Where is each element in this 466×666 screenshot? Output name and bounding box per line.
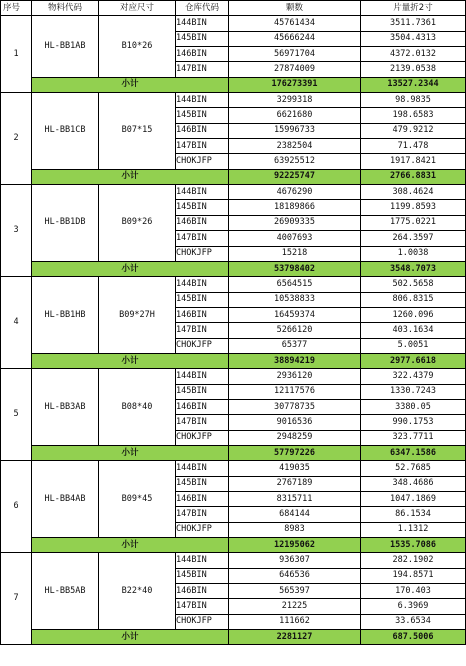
warehouse-cell: 145BIN bbox=[176, 568, 229, 583]
quantity-cell: 26909335 bbox=[229, 215, 361, 230]
size-cell: B22*40 bbox=[99, 553, 176, 630]
warehouse-cell: 146BIN bbox=[176, 492, 229, 507]
seq-cell: 2 bbox=[1, 93, 32, 185]
warehouse-cell: 145BIN bbox=[176, 31, 229, 46]
quantity-cell: 63925512 bbox=[229, 154, 361, 169]
quantity-cell: 27874009 bbox=[229, 62, 361, 77]
subtotal-wafer-count: 2977.6618 bbox=[361, 353, 466, 368]
subtotal-quantity: 12195062 bbox=[229, 538, 361, 553]
warehouse-cell: 145BIN bbox=[176, 108, 229, 123]
warehouse-cell: 144BIN bbox=[176, 185, 229, 200]
subtotal-row bbox=[1, 77, 466, 92]
header-quantity: 颗数 bbox=[229, 1, 361, 16]
subtotal-row bbox=[1, 353, 466, 368]
wafer-count-cell: 990.1753 bbox=[361, 415, 466, 430]
quantity-cell: 2936120 bbox=[229, 369, 361, 384]
quantity-cell: 21225 bbox=[229, 599, 361, 614]
table-row bbox=[1, 185, 466, 200]
material-code-cell: HL-BB1HB bbox=[32, 277, 99, 354]
subtotal-row bbox=[1, 630, 466, 645]
material-code-cell: HL-BB4AB bbox=[32, 461, 99, 538]
subtotal-quantity: 176273391 bbox=[229, 77, 361, 92]
quantity-cell: 9016536 bbox=[229, 415, 361, 430]
header-size: 对应尺寸 bbox=[99, 1, 176, 16]
wafer-count-cell: 3511.7361 bbox=[361, 16, 466, 31]
quantity-cell: 16459374 bbox=[229, 307, 361, 322]
quantity-cell: 45761434 bbox=[229, 16, 361, 31]
wafer-count-cell: 264.3597 bbox=[361, 231, 466, 246]
subtotal-wafer-count: 687.5006 bbox=[361, 630, 466, 645]
seq-cell: 6 bbox=[1, 461, 32, 553]
subtotal-label: 小计 bbox=[32, 261, 229, 276]
size-cell: B09*45 bbox=[99, 461, 176, 538]
wafer-count-cell: 479.9212 bbox=[361, 123, 466, 138]
quantity-cell: 646536 bbox=[229, 568, 361, 583]
wafer-count-cell: 1199.8593 bbox=[361, 200, 466, 215]
wafer-count-cell: 5.0051 bbox=[361, 338, 466, 353]
wafer-count-cell: 1.0038 bbox=[361, 246, 466, 261]
wafer-count-cell: 3380.05 bbox=[361, 399, 466, 414]
warehouse-cell: 146BIN bbox=[176, 307, 229, 322]
size-cell: B08*40 bbox=[99, 369, 176, 446]
material-code-cell: HL-BB5AB bbox=[32, 553, 99, 630]
table-row bbox=[1, 461, 466, 476]
warehouse-cell: 147BIN bbox=[176, 139, 229, 154]
quantity-cell: 15996733 bbox=[229, 123, 361, 138]
subtotal-wafer-count: 3548.7073 bbox=[361, 261, 466, 276]
warehouse-cell: 147BIN bbox=[176, 599, 229, 614]
quantity-cell: 2767189 bbox=[229, 476, 361, 491]
warehouse-cell: 144BIN bbox=[176, 553, 229, 568]
warehouse-cell: 147BIN bbox=[176, 231, 229, 246]
warehouse-cell: 145BIN bbox=[176, 292, 229, 307]
quantity-cell: 419035 bbox=[229, 461, 361, 476]
wafer-count-cell: 308.4624 bbox=[361, 185, 466, 200]
wafer-count-cell: 403.1634 bbox=[361, 323, 466, 338]
subtotal-row bbox=[1, 445, 466, 460]
seq-cell: 7 bbox=[1, 553, 32, 645]
quantity-cell: 45666244 bbox=[229, 31, 361, 46]
warehouse-cell: 147BIN bbox=[176, 323, 229, 338]
quantity-cell: 30778735 bbox=[229, 399, 361, 414]
seq-cell: 3 bbox=[1, 185, 32, 277]
header-warehouse-code: 仓库代码 bbox=[176, 1, 229, 16]
subtotal-quantity: 2281127 bbox=[229, 630, 361, 645]
warehouse-cell: CHOKJFP bbox=[176, 614, 229, 629]
wafer-count-cell: 502.5658 bbox=[361, 277, 466, 292]
warehouse-cell: 147BIN bbox=[176, 415, 229, 430]
wafer-count-cell: 322.4379 bbox=[361, 369, 466, 384]
warehouse-cell: CHOKJFP bbox=[176, 522, 229, 537]
header-wafer-count: 片量折2寸 bbox=[361, 1, 466, 16]
wafer-count-cell: 194.8571 bbox=[361, 568, 466, 583]
subtotal-label: 小计 bbox=[32, 77, 229, 92]
table-row bbox=[1, 277, 466, 292]
subtotal-quantity: 38894219 bbox=[229, 353, 361, 368]
warehouse-cell: 144BIN bbox=[176, 93, 229, 108]
warehouse-cell: 147BIN bbox=[176, 62, 229, 77]
subtotal-quantity: 57797226 bbox=[229, 445, 361, 460]
table-row bbox=[1, 369, 466, 384]
wafer-count-cell: 1260.096 bbox=[361, 307, 466, 322]
wafer-count-cell: 98.9835 bbox=[361, 93, 466, 108]
warehouse-cell: 145BIN bbox=[176, 384, 229, 399]
quantity-cell: 6621680 bbox=[229, 108, 361, 123]
quantity-cell: 5266120 bbox=[229, 323, 361, 338]
size-cell: B07*15 bbox=[99, 93, 176, 170]
wafer-count-cell: 1047.1869 bbox=[361, 492, 466, 507]
wafer-count-cell: 4372.0132 bbox=[361, 47, 466, 62]
quantity-cell: 12117576 bbox=[229, 384, 361, 399]
quantity-cell: 18189866 bbox=[229, 200, 361, 215]
quantity-cell: 565397 bbox=[229, 584, 361, 599]
material-code-cell: HL-BB1AB bbox=[32, 16, 99, 77]
warehouse-cell: 146BIN bbox=[176, 123, 229, 138]
quantity-cell: 111662 bbox=[229, 614, 361, 629]
warehouse-cell: 146BIN bbox=[176, 47, 229, 62]
warehouse-cell: 147BIN bbox=[176, 507, 229, 522]
quantity-cell: 4676290 bbox=[229, 185, 361, 200]
warehouse-cell: 146BIN bbox=[176, 215, 229, 230]
subtotal-label: 小计 bbox=[32, 630, 229, 645]
table-row bbox=[1, 553, 466, 568]
warehouse-cell: CHOKJFP bbox=[176, 246, 229, 261]
wafer-count-cell: 806.8315 bbox=[361, 292, 466, 307]
material-code-cell: HL-BB1CB bbox=[32, 93, 99, 170]
quantity-cell: 684144 bbox=[229, 507, 361, 522]
table-row bbox=[1, 93, 466, 108]
table-body bbox=[1, 16, 466, 645]
subtotal-quantity: 53798402 bbox=[229, 261, 361, 276]
subtotal-label: 小计 bbox=[32, 353, 229, 368]
header-row bbox=[1, 1, 466, 16]
subtotal-row bbox=[1, 169, 466, 184]
quantity-cell: 56971704 bbox=[229, 47, 361, 62]
wafer-count-cell: 323.7711 bbox=[361, 430, 466, 445]
header-seq: 序号 bbox=[1, 1, 32, 16]
warehouse-cell: 144BIN bbox=[176, 277, 229, 292]
wafer-count-cell: 3504.4313 bbox=[361, 31, 466, 46]
size-cell: B10*26 bbox=[99, 16, 176, 77]
wafer-count-cell: 86.1534 bbox=[361, 507, 466, 522]
quantity-cell: 10538833 bbox=[229, 292, 361, 307]
warehouse-cell: 146BIN bbox=[176, 399, 229, 414]
seq-cell: 5 bbox=[1, 369, 32, 461]
subtotal-quantity: 92225747 bbox=[229, 169, 361, 184]
subtotal-row bbox=[1, 261, 466, 276]
warehouse-cell: 145BIN bbox=[176, 200, 229, 215]
table-row bbox=[1, 16, 466, 31]
size-cell: B09*26 bbox=[99, 185, 176, 262]
quantity-cell: 2948259 bbox=[229, 430, 361, 445]
quantity-cell: 3299318 bbox=[229, 93, 361, 108]
warehouse-cell: 144BIN bbox=[176, 16, 229, 31]
warehouse-cell: CHOKJFP bbox=[176, 154, 229, 169]
wafer-count-cell: 282.1902 bbox=[361, 553, 466, 568]
warehouse-cell: CHOKJFP bbox=[176, 430, 229, 445]
quantity-cell: 15218 bbox=[229, 246, 361, 261]
seq-cell: 1 bbox=[1, 16, 32, 93]
warehouse-cell: 144BIN bbox=[176, 369, 229, 384]
subtotal-label: 小计 bbox=[32, 538, 229, 553]
subtotal-row bbox=[1, 538, 466, 553]
quantity-cell: 936307 bbox=[229, 553, 361, 568]
wafer-count-cell: 1917.8421 bbox=[361, 154, 466, 169]
subtotal-wafer-count: 13527.2344 bbox=[361, 77, 466, 92]
warehouse-cell: CHOKJFP bbox=[176, 338, 229, 353]
warehouse-cell: 144BIN bbox=[176, 461, 229, 476]
wafer-count-cell: 33.6534 bbox=[361, 614, 466, 629]
seq-cell: 4 bbox=[1, 277, 32, 369]
wafer-count-cell: 1.1312 bbox=[361, 522, 466, 537]
quantity-cell: 6564515 bbox=[229, 277, 361, 292]
wafer-count-cell: 348.4686 bbox=[361, 476, 466, 491]
wafer-count-cell: 6.3969 bbox=[361, 599, 466, 614]
wafer-count-cell: 198.6583 bbox=[361, 108, 466, 123]
quantity-cell: 4007693 bbox=[229, 231, 361, 246]
quantity-cell: 2382504 bbox=[229, 139, 361, 154]
warehouse-cell: 145BIN bbox=[176, 476, 229, 491]
wafer-count-cell: 71.478 bbox=[361, 139, 466, 154]
subtotal-wafer-count: 2766.8831 bbox=[361, 169, 466, 184]
wafer-count-cell: 52.7685 bbox=[361, 461, 466, 476]
wafer-count-cell: 1775.0221 bbox=[361, 215, 466, 230]
wafer-count-cell: 2139.0538 bbox=[361, 62, 466, 77]
header-material-code: 物料代码 bbox=[32, 1, 99, 16]
subtotal-wafer-count: 6347.1586 bbox=[361, 445, 466, 460]
material-code-cell: HL-BB1DB bbox=[32, 185, 99, 262]
quantity-cell: 65377 bbox=[229, 338, 361, 353]
material-code-cell: HL-BB3AB bbox=[32, 369, 99, 446]
quantity-cell: 8983 bbox=[229, 522, 361, 537]
subtotal-label: 小计 bbox=[32, 445, 229, 460]
wafer-count-cell: 170.403 bbox=[361, 584, 466, 599]
warehouse-cell: 146BIN bbox=[176, 584, 229, 599]
quantity-cell: 8315711 bbox=[229, 492, 361, 507]
size-cell: B09*27H bbox=[99, 277, 176, 354]
wafer-count-cell: 1330.7243 bbox=[361, 384, 466, 399]
subtotal-label: 小计 bbox=[32, 169, 229, 184]
subtotal-wafer-count: 1535.7086 bbox=[361, 538, 466, 553]
